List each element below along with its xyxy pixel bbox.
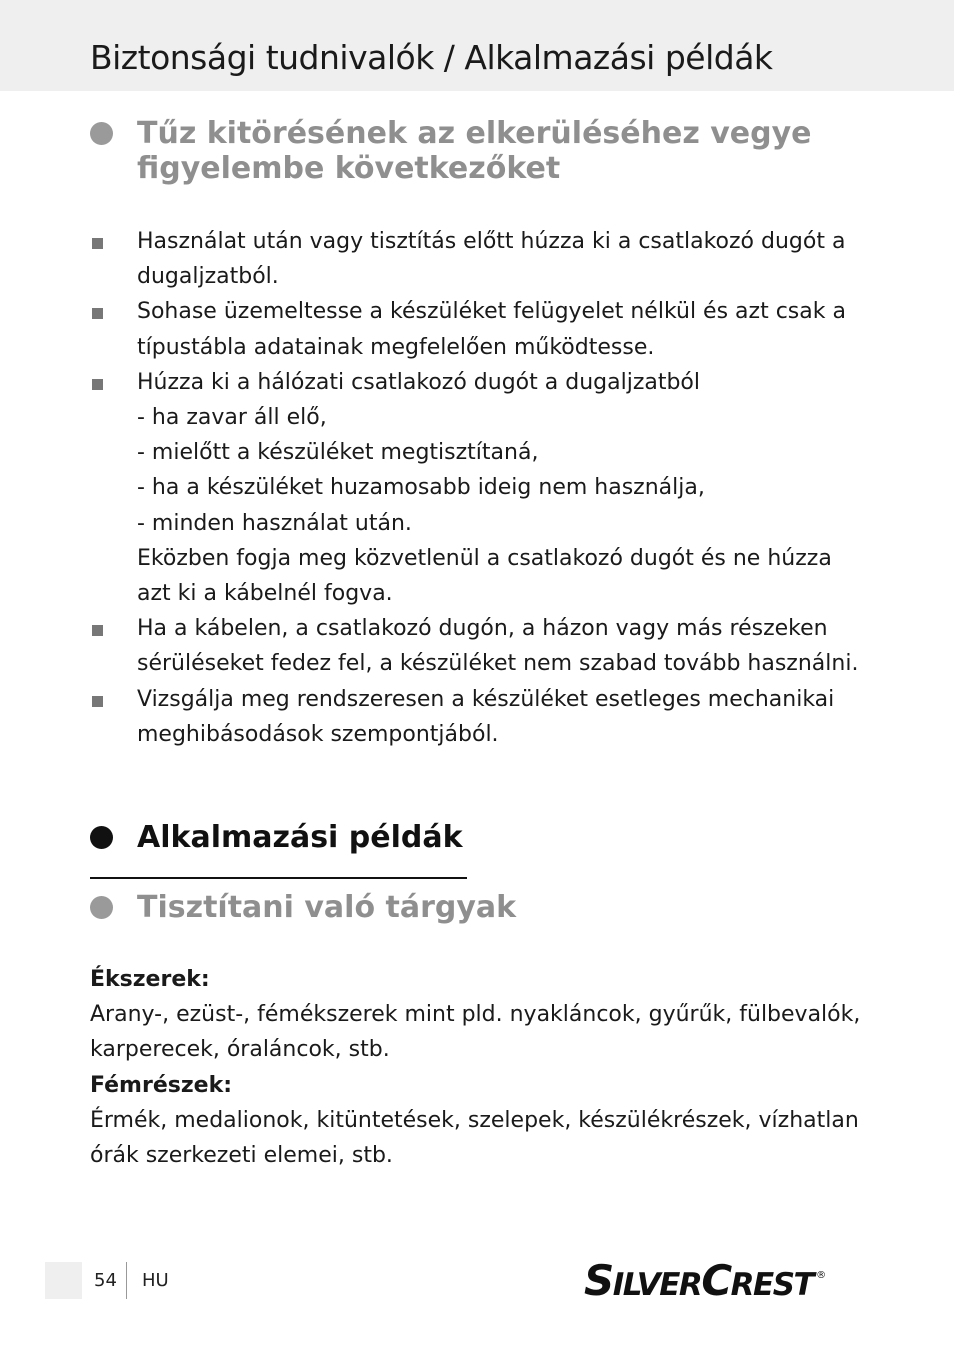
heading-bullet-icon — [90, 122, 113, 145]
heading-bullet-icon — [90, 896, 113, 919]
footer-box — [45, 1262, 82, 1299]
heading-underline — [90, 877, 467, 879]
square-bullet-icon — [92, 625, 103, 636]
list-item: Vizsgálja meg rendszeresen a készüléket esetleges mechanikai meghibásodások szempontjából. — [90, 682, 870, 752]
heading-bullet-icon — [90, 826, 113, 849]
brand-logo: S ILVER C REST ® — [584, 1256, 827, 1305]
section-title: Alkalmazási példák — [137, 820, 463, 855]
list-item: Húzza ki a hálózati csatlakozó dugót a dugaljzatból - ha zavar áll elő, - mielőtt a készüléket megtisztítaná, - ha a készüléket huzamosabb ideig nem használja, - minden használat után. Eközben fogja meg közvetlenül a csatlakozó dugót és ne húzza azt ki a kábelnél fogva. — [90, 365, 870, 611]
section-title-line2: figyelembe következőket — [137, 151, 561, 186]
section-title: Tisztítani való tárgyak — [137, 890, 517, 925]
metal-parts-text-line1: Érmék, medalionok, kitüntetések, szelepek, készülékrészek, vízhatlan — [90, 1107, 859, 1133]
metal-parts-text-line2: órák szerkezeti elemei, stb. — [90, 1143, 393, 1169]
section-title-line1: Tűz kitörésének az elkerüléséhez vegye — [137, 116, 812, 151]
list-item: Sohase üzemeltesse a készüléket felügyelet nélkül és azt csak a típustábla adatainak megfelelően működtesse. — [90, 294, 870, 364]
page-number: 54 — [94, 1270, 117, 1291]
registered-mark: ® — [816, 1270, 827, 1281]
list-item: Ha a kábelen, a csatlakozó dugón, a házon vagy más részeken sérüléseket fedez fel, a készüléket nem szabad tovább használni. — [90, 611, 870, 681]
page-title: Biztonsági tudnivalók / Alkalmazási példák — [90, 38, 773, 77]
jewelry-text-line1: Arany-, ezüst-, fémékszerek mint pld. nyakláncok, gyűrűk, fülbevalók, — [90, 1002, 861, 1028]
square-bullet-icon — [92, 379, 103, 390]
square-bullet-icon — [92, 238, 103, 249]
list-item: Használat után vagy tisztítás előtt húzza ki a csatlakozó dugót a dugaljzatból. — [90, 224, 870, 294]
safety-list — [90, 224, 870, 752]
jewelry-label: Ékszerek: — [90, 967, 210, 992]
square-bullet-icon — [92, 696, 103, 707]
items-body — [90, 962, 870, 1173]
jewelry-text-line2: karperecek, óraláncok, stb. — [90, 1037, 390, 1063]
metal-parts-label: Fémrészek: — [90, 1072, 233, 1098]
square-bullet-icon — [92, 308, 103, 319]
footer-divider — [126, 1262, 127, 1299]
language-code: HU — [142, 1270, 169, 1291]
